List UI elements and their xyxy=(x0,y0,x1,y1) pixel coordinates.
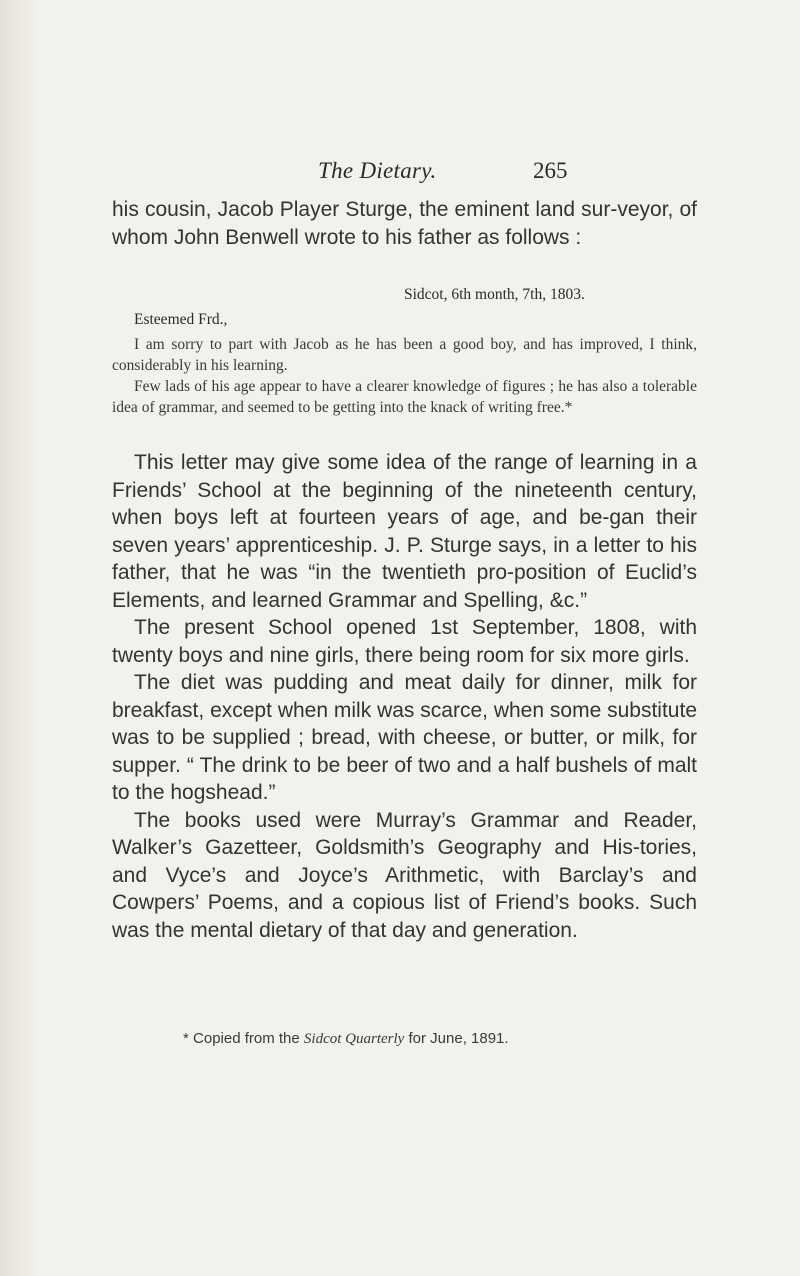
letter-salutation: Esteemed Frd., xyxy=(134,311,228,328)
paragraph: The diet was pudding and meat daily for dinner, milk for breakfast, except when milk was scarce, when some substitute was to be supplied ; bread, with cheese, or butter, or milk, for supper. “ The drink to be beer of two and a half bushels of malt to the hogshead.” xyxy=(112,671,697,804)
letter-paragraph: I am sorry to part with Jacob as he has been a good boy, and has improved, I think, considerably in his learning. xyxy=(112,336,697,374)
page-number: 265 xyxy=(533,158,568,183)
footnote xyxy=(183,1030,509,1048)
paragraph: This letter may give some idea of the range of learning in a Friends’ School at the beginning of the nineteenth century, when boys left at fourteen years of age, and be-gan their seven years’ apprenticeship. J. P. Sturge says, in a letter to his father, that he was “in the twentieth pro-position of Euclid’s Elements, and learned Grammar and Spelling, &c.” xyxy=(112,451,697,612)
footnote-prefix: Copied from the xyxy=(193,1030,300,1047)
running-title: The Dietary. xyxy=(318,158,437,183)
main-text xyxy=(112,449,697,944)
letter-paragraph: Few lads of his age appear to have a clearer knowledge of figures ; he has also a tolerable idea of grammar, and seemed to be getting into the knack of writing free.* xyxy=(112,378,697,416)
footnote-suffix: for June, 1891. xyxy=(408,1030,509,1047)
letter-dateline: Sidcot, 6th month, 7th, 1803. xyxy=(404,286,585,303)
footnote-title: Sidcot Quarterly xyxy=(303,1031,405,1047)
letter-body xyxy=(112,334,697,418)
running-head xyxy=(0,158,800,192)
paragraph: The present School opened 1st September, 1808, with twenty boys and nine girls, there being room for six more girls. xyxy=(112,616,697,667)
paragraph: The books used were Murray’s Grammar and Reader, Walker’s Gazetteer, Goldsmith’s Geography and His-tories, and Vyce’s and Joyce’s Arithmetic, with Barclay’s and Cowpers’ Poems, and a copious list of Friend’s books. Such was the mental dietary of that day and generation. xyxy=(112,808,697,942)
intro-paragraph: his cousin, Jacob Player Sturge, the eminent land sur-veyor, of whom John Benwell wrote to his father as follows : xyxy=(112,198,697,249)
footnote-marker: * xyxy=(183,1030,189,1047)
